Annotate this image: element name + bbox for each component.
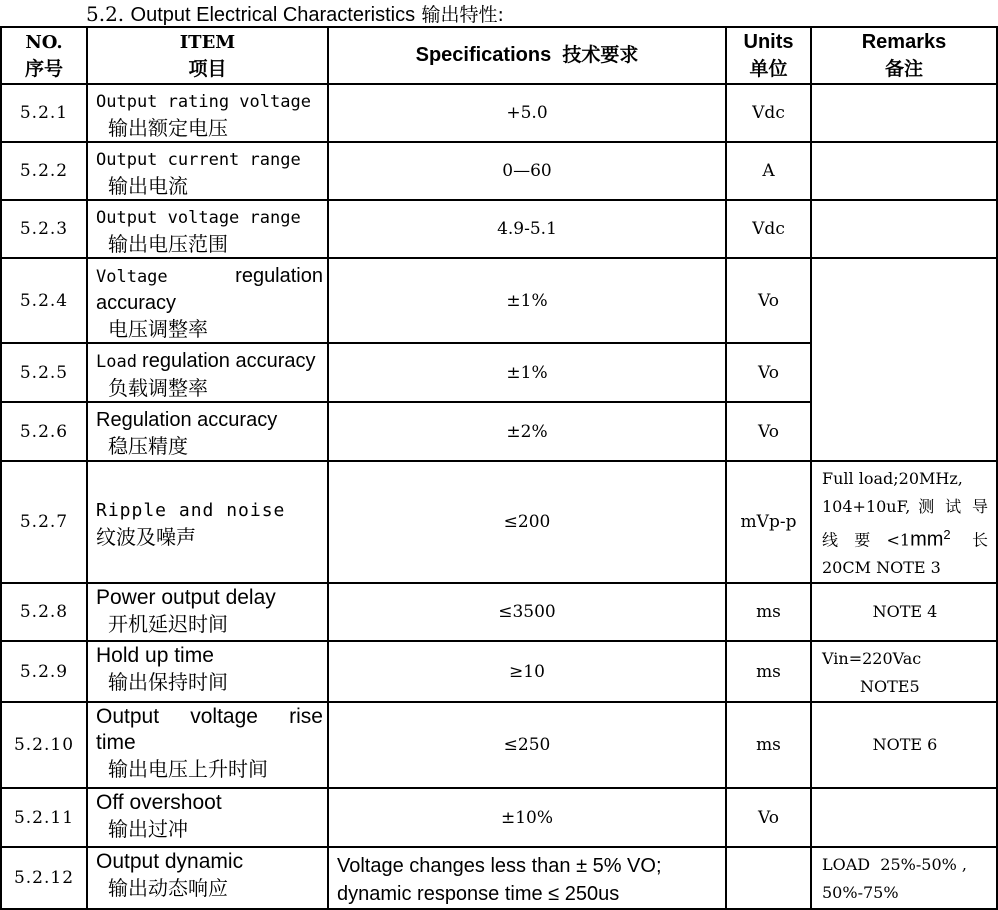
row-no: 5.2.2 (1, 142, 87, 200)
row-spec: ≤250 (328, 702, 726, 788)
row-unit: Vdc (726, 200, 811, 258)
row-spec: 4.9-5.1 (328, 200, 726, 258)
table-row (1, 84, 997, 142)
table-row (1, 788, 997, 847)
row-remark: NOTE 6 (811, 702, 997, 788)
row-remark: Vin=220Vac NOTE5 (811, 641, 997, 702)
row-unit: ms (726, 641, 811, 702)
row-no: 5.2.3 (1, 200, 87, 258)
row-no: 5.2.5 (1, 343, 87, 402)
row-remark: LOAD 25%-50% , 50%-75% (811, 847, 997, 909)
row-item: Off overshoot 输出过冲 (87, 788, 328, 847)
row-unit: Vdc (726, 84, 811, 142)
header-item: ITEM 项目 (87, 27, 328, 84)
row-spec: ±1% (328, 258, 726, 343)
row-unit: ms (726, 702, 811, 788)
row-item: Output voltage range 输出电压范围 (87, 200, 328, 258)
row-item: Output dynamic 输出动态响应 (87, 847, 328, 909)
row-no: 5.2.8 (1, 583, 87, 641)
header-no: NO. 序号 (1, 27, 87, 84)
row-spec: ≥10 (328, 641, 726, 702)
row-item: Load regulation accuracy 负载调整率 (87, 343, 328, 402)
row-item: Output voltage rise time 输出电压上升时间 (87, 702, 328, 788)
row-spec: ±2% (328, 402, 726, 461)
row-remark (811, 200, 997, 258)
row-remark (811, 258, 997, 461)
row-no: 5.2.12 (1, 847, 87, 909)
row-spec: 0—60 (328, 142, 726, 200)
table-row (1, 142, 997, 200)
row-item: Voltage regulation accuracy 电压调整率 (87, 258, 328, 343)
row-unit: A (726, 142, 811, 200)
row-spec: ≤3500 (328, 583, 726, 641)
row-item: Regulation accuracy 稳压精度 (87, 402, 328, 461)
table-header-row (1, 27, 997, 84)
header-specifications: Specifications 技术要求 (328, 27, 726, 84)
table-row (1, 641, 997, 702)
row-item: Power output delay 开机延迟时间 (87, 583, 328, 641)
row-item: Output current range 输出电流 (87, 142, 328, 200)
output-characteristics-table (0, 26, 998, 910)
row-unit: Vo (726, 258, 811, 343)
row-no: 5.2.9 (1, 641, 87, 702)
row-unit: Vo (726, 343, 811, 402)
row-no: 5.2.4 (1, 258, 87, 343)
row-unit: mVp-p (726, 461, 811, 583)
row-no: 5.2.11 (1, 788, 87, 847)
section-heading (86, 0, 504, 26)
section-title-en: Output Electrical Characteristics (130, 4, 416, 26)
row-unit (726, 847, 811, 909)
row-spec: +5.0 (328, 84, 726, 142)
row-remark (811, 142, 997, 200)
row-no: 5.2.10 (1, 702, 87, 788)
row-unit: ms (726, 583, 811, 641)
row-item: Ripple and noise 纹波及噪声 (87, 461, 328, 583)
table-row (1, 461, 997, 583)
section-number: 5.2. (86, 2, 125, 26)
row-no: 5.2.7 (1, 461, 87, 583)
row-remark (811, 788, 997, 847)
row-spec: ≤200 (328, 461, 726, 583)
table-row (1, 847, 997, 909)
table-row (1, 702, 997, 788)
row-unit: Vo (726, 788, 811, 847)
row-item: Output rating voltage 输出额定电压 (87, 84, 328, 142)
row-remark: Full load;20MHz, 104+10uF, 测 试 导 线要$<1mm^2$ 长 20CM NOTE 3 (811, 461, 997, 583)
row-spec: ±10% (328, 788, 726, 847)
row-remark (811, 84, 997, 142)
table-row (1, 200, 997, 258)
table-row (1, 583, 997, 641)
table-row (1, 258, 997, 343)
header-remarks: Remarks 备注 (811, 27, 997, 84)
row-unit: Vo (726, 402, 811, 461)
row-remark: NOTE 4 (811, 583, 997, 641)
header-units: Units 单位 (726, 27, 811, 84)
row-spec: Voltage changes less than ± 5% VO; dynamic response time ≤ 250us (328, 847, 726, 909)
row-no: 5.2.1 (1, 84, 87, 142)
row-no: 5.2.6 (1, 402, 87, 461)
row-spec: ±1% (328, 343, 726, 402)
row-item: Hold up time 输出保持时间 (87, 641, 328, 702)
section-title-zh: 输出特性: (421, 4, 504, 26)
